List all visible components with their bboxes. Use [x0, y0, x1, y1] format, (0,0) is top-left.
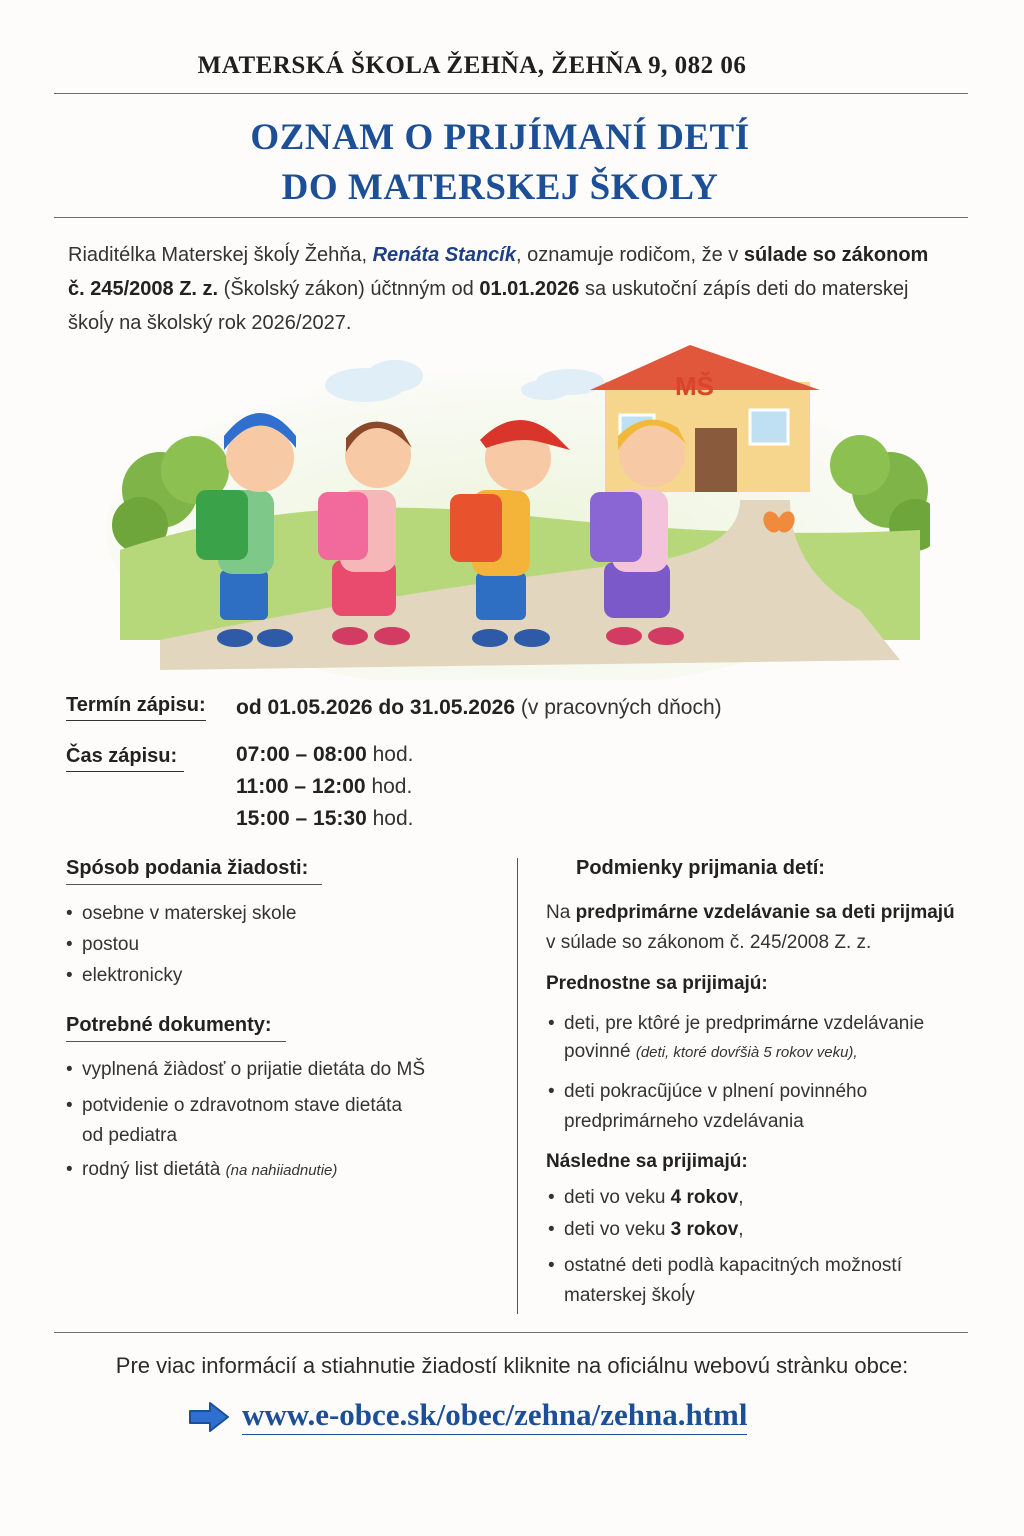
- page-title-line-2: DO MATERSKEJ ŠKOLY: [281, 167, 719, 208]
- priority-list: [546, 1010, 986, 1137]
- intro-text-3: (Školský zákon) účtnným od: [218, 278, 480, 300]
- website-link-row[interactable]: [186, 1395, 846, 1439]
- doc-last-note: (na nahiiadnutie): [225, 1162, 338, 1179]
- documents-list: [64, 1055, 504, 1186]
- list-item: • potvidenie o zdravotnom stave dietáta: [64, 1091, 504, 1121]
- next2-b: 3 rokov: [670, 1219, 739, 1240]
- admission-intro-c: v súlade so zákonom č. 245/2008 Z. z.: [546, 932, 872, 953]
- pref1-d: povinné: [564, 1041, 631, 1062]
- time-range: 15:00 – 15:30: [236, 807, 367, 830]
- pref1-a: deti, pre ktôré je pred: [564, 1013, 744, 1034]
- pref1-b: primárne: [743, 1013, 819, 1034]
- pref1-note: (deti, ktoré dovŕšià 5 rokov veku),: [635, 1044, 858, 1061]
- secondary-list: [546, 1183, 986, 1311]
- list-item: • postou: [64, 929, 296, 960]
- next3-a: ostatné deti podlà kapacitných možností: [564, 1255, 902, 1276]
- effective-date: 01.01.2026: [479, 278, 580, 300]
- term-label: Termín zápisu:: [66, 694, 206, 721]
- website-link[interactable]: www.e-obce.sk/obec/zehna/zehna.html: [242, 1397, 747, 1435]
- time-range: 07:00 – 08:00: [236, 743, 367, 766]
- intro-paragraph: [68, 238, 948, 340]
- time-slot: [236, 743, 414, 767]
- time-unit: hod.: [372, 743, 414, 766]
- time-range: 11:00 – 12:00: [236, 775, 366, 798]
- next1-a: deti vo veku: [564, 1187, 671, 1208]
- next1-b: 4 rokov: [670, 1187, 739, 1208]
- term-dates: od 01.05.2026 do 31.05.2026: [236, 696, 516, 719]
- list-item: • deti vo veku 3 rokov,: [546, 1215, 986, 1245]
- list-item: [546, 1077, 986, 1137]
- time-slot: [236, 807, 414, 831]
- column-divider: [517, 858, 518, 1314]
- intro-text-4: sa uskutoční zápís deti do materskej škoĺy na školský rok 2026/2027.: [68, 278, 909, 334]
- documents-heading: Potrebné dokumenty:: [66, 1014, 286, 1042]
- term-note: (v pracovných dňoch): [520, 696, 722, 719]
- list-item: [546, 1251, 986, 1311]
- pref2-b: predprimárneho vzdelávania: [564, 1111, 804, 1132]
- time-label: Čas zápisu:: [66, 745, 184, 772]
- admission-conditions-heading: Podmienky prijmania detí:: [576, 857, 825, 879]
- time-slot: [236, 775, 412, 799]
- children-walking-illustration: [100, 340, 930, 680]
- term-value: [236, 696, 722, 720]
- time-unit: hod.: [372, 807, 414, 830]
- admission-intro-a: Na: [546, 902, 576, 923]
- time-unit: hod.: [371, 775, 413, 798]
- arrow-right-icon: [186, 1401, 232, 1433]
- pref1-c: vzdelávanie: [818, 1013, 925, 1034]
- list-item: • deti vo veku 4 rokov,: [546, 1183, 986, 1213]
- list-item: • osebne v materskej skole: [64, 898, 296, 929]
- secondary-heading: Následne sa prijimajú:: [546, 1151, 748, 1172]
- priority-heading: Prednostne sa prijimajú:: [546, 973, 768, 994]
- submission-method-heading: Spósob podania žiadosti:: [66, 857, 322, 885]
- title-divider: [54, 217, 968, 218]
- law-reference: súlade so zákonom č. 245/2008 Z. z.: [68, 244, 929, 300]
- list-item: • vyplnená žiàdosť o prijatie dietáta do MŠ: [64, 1055, 504, 1085]
- list-item-continuation: od pediatra: [82, 1125, 178, 1146]
- director-name: Renáta Stancík: [372, 244, 516, 266]
- list-item: [546, 1010, 986, 1067]
- footer-text: Pre viac informácií a stiahnutie žiadostí kliknite na oficiálnu webovú strànku obce:: [115, 1353, 909, 1378]
- header-divider: [54, 93, 968, 94]
- next3-b: materskej škoĺy: [564, 1285, 695, 1306]
- school-header: MATERSKÁ ŠKOLA ŽEHŇA, ŽEHŇA 9, 082 06: [197, 52, 747, 79]
- list-item: • elektronicky: [64, 960, 296, 991]
- intro-text-1: Riaditélka Materskej škoĺy Žehňa,: [68, 244, 373, 266]
- next2-a: deti vo veku: [564, 1219, 671, 1240]
- building-sign: MŠ: [675, 371, 714, 401]
- page-title-line-1: OZNAM O PRIJÍMANÍ DETÍ: [250, 117, 750, 158]
- intro-text-2: , oznamuje rodičom, že v: [515, 244, 744, 266]
- list-item: [64, 1155, 504, 1186]
- doc-last-text: rodný list dietátà: [82, 1159, 221, 1180]
- submission-method-list: [64, 898, 296, 991]
- admission-intro: [546, 898, 996, 958]
- admission-intro-b: predprimárne vzdelávanie sa deti prijmajú: [575, 902, 955, 923]
- footer-divider: [54, 1332, 968, 1333]
- pref2-a: deti pokracũjúce v plnení povinného: [564, 1081, 868, 1102]
